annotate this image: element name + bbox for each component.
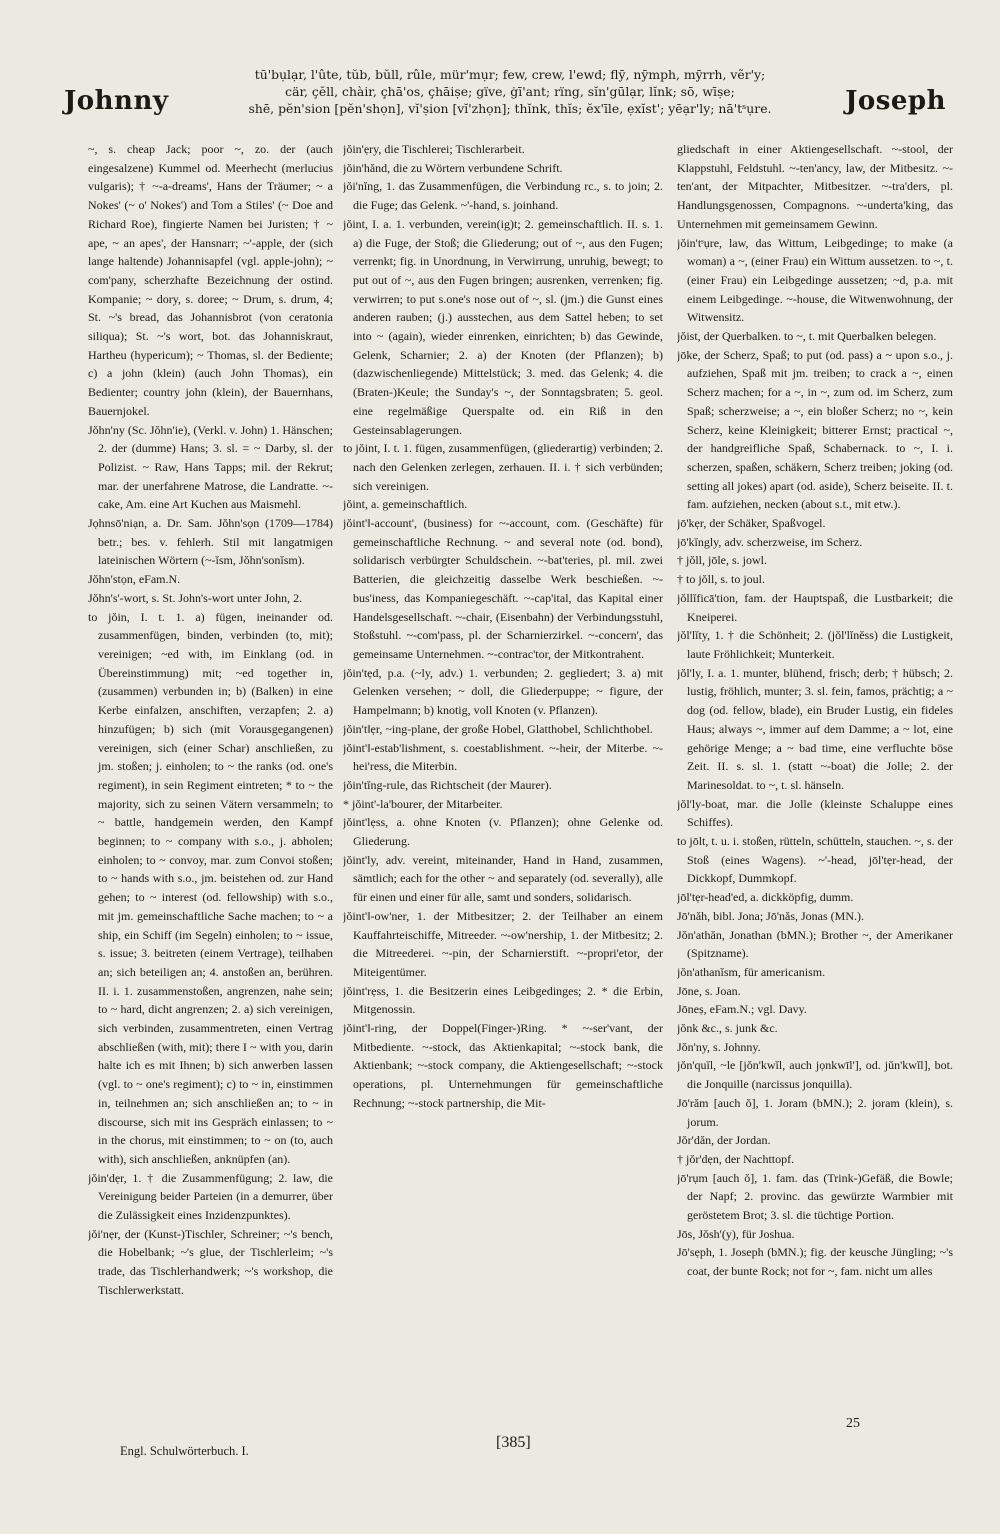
dictionary-entry: Jŏn'athăn, Jonathan (bMN.); Brother ~, der Amerikaner (Spitzname). — [677, 927, 953, 961]
dictionary-entry: jō'kẹr, der Schäker, Spaßvogel. — [677, 516, 826, 531]
dictionary-entry: jŏin'tẹd, p.a. (~ly, adv.) 1. verbunden; 2. gegliedert; 3. a) mit Gelenken versehen; ~ doll, die Gliederpuppe; ~ figure, der Hampelmann; b) knotig, voll Knoten (v. Pflanzen). — [343, 665, 663, 718]
dictionary-entry: Jŏhn's'-wort, s. St. John's-wort unter John, 2. — [88, 590, 303, 605]
book-title: Engl. Schulwörterbuch. I. — [120, 1444, 249, 1458]
right-column — [677, 140, 953, 1415]
dictionary-entry: jō'rụm [auch ŏ], 1. fam. das (Trink-)Gefäß, die Bowle; der Napf; 2. provinc. das gewürzte Warmbier mit geröstetem Brot; 3. sl. die tüchtige Portion. — [677, 1170, 953, 1223]
dictionary-entry: † to jŏll, s. to joul. — [677, 572, 766, 587]
dictionary-entry: jŏl'ly, I. a. 1. munter, blühend, frisch; derb; † hübsch; 2. lustig, fröhlich, munter; 3. sl. fein, famos, prächtig; a ~ dog (od. fellow, blade), ein Bruder Lustig, ein fideles Haus; always ~, immer auf dem Damme; a ~ lot, eine gehörige Menge; a ~ bad time, eine verfluchte böse Zeit. II. s. sl. 1. (statt ~-boat) die Jolle; 2. der Marinesoldat. to ~, t. sl. hänseln. — [677, 665, 953, 792]
dictionary-entry: † jŏr'dẹn, der Nachttopf. — [677, 1151, 795, 1166]
dictionary-entry: jŏn'quĭl, ~le [jŏn'kwĭl, auch jọnkwīl'], od. jŭn'kwĭl], bot. die Jonquille (narcissus jonquilla). — [677, 1058, 953, 1092]
dictionary-entry: jŏint'ly, adv. vereint, miteinander, Hand in Hand, zusammen, sämtlich; each for the other ~ and separately (od. severally), alle für einen und einer für alle, samt und sonders, solidarisch. — [343, 852, 663, 905]
dictionary-entry: jŏint'‖-ow'ner, 1. der Mitbesitzer; 2. der Teilhaber an einem Kauffahrteischiffe, Mitreeder. ~-ow'nership, 1. der Mitbesitz; 2. die Mitreederei. ~-pin, der Scharnierstift. ~-propri'etor, der Miteigentümer. — [343, 908, 663, 979]
dictionary-entry: jŏin'ẹry, die Tischlerei; Tischlerarbeit. — [343, 142, 525, 156]
pronunciation-key-line: shē, pĕn'sion [pĕn'shọn], vĭ'ṣion [vĭ'zhọn]; thĭnk, thĭs; ĕx'īle, ẹxĭst'; yēạr'ly; nā'tˢụre. — [248, 101, 772, 116]
middle-column — [343, 140, 663, 1415]
dictionary-entry: Jōneṣ, eFam.N.; vgl. Davy. — [677, 1002, 807, 1017]
dictionary-entry: jŏi'nẹr, der (Kunst-)Tischler, Schreiner; ~'s bench, die Hobelbank; ~'s glue, der Tischlerleim; ~'s trade, das Tischlerhandwerk; ~'s workshop, die Tischlerwerkstatt. — [88, 1226, 333, 1297]
dictionary-entry: jŏint, a. gemeinschaftlich. — [343, 497, 468, 512]
dictionary-entry: Jŏr'dăn, der Jordan. — [677, 1133, 771, 1148]
pronunciation-key-line: tū'bụlạr, l'ûte, tŭb, bŭll, rûle, mür'mụr; few, crew, l'ewd; flȳ, nȳmph, mȳrrh, vẽr'y; — [254, 67, 766, 82]
left-column — [88, 140, 333, 1415]
dictionary-entry: to jŏint, I. t. 1. fügen, zusammenfügen, (gliederartig) verbinden; 2. nach den Gelenken zerlegen, zerhauen. II. i. † sich verbünden; sich vereinigen. — [343, 441, 663, 493]
dictionary-entry: Jōs, Jŏsh'(y), für Joshua. — [677, 1226, 795, 1241]
dictionary-entry: to jŏin, I. t. 1. a) fügen, ineinander od. zusammenfügen, binden, verbinden (to, mit); vereinigen; ~ed with, im Einklang (od. in Übereinstimmung) mit; ~ed together in, (zusammen) verbunden in; b) (Balken) in eine Kerbe einfalzen, anschiften, verzapfen; 2. a) hinzufügen; b) sich (mit Vorausgegangenen) vereinigen, sich (einer Schar) anschließen, zu jm. stoßen; j. einholen; to ~ the ranks (od. one's regiment), in sein Regiment eintreten; * to ~ the majority, sich zu seinen Vätern versammeln; to ~ battle, handgemein werden, den Kampf beginnen; to ~ company with s.o., j. abholen; einholen; to ~ convoy, mar. zum Convoi stoßen; to ~ hands with s.o., jm. beistehen od. zur Hand gehen; to ~ interest (od. fellowship) with s.o., mit jm. gemeinschaftliche Sache machen; to ~ a ship, ein Schiff (im Segeln) einholen; to ~ issue, s. issue; 3. beitreten (einem Vertrage), teilhaben an; sich beteiligen an; 4. anstoßen an, berühren. II. i. 1. zusammenstoßen, angrenzen, nahe sein; to ~ hard, dicht angrenzen; 2. a) sich vereinigen, sich verbinden, zusammentreten, einen Vertrag abschließen (with, mit); there I ~ with you, darin halte ich es mit Ihnen; b) sich anwerben lassen (vgl. to ~ one's regiment); c) to ~ in, einstimmen in, teilnehmen an; sich anschließen an; to ~ in discourse, sich mit ins Gespräch einlassen; to ~ in the chorus, mit einstimmen; to ~ on (to, auch with), sich anschließen, anknüpfen (an). — [88, 609, 333, 1166]
dictionary-entry: jŏint'rẹss, 1. die Besitzerin eines Leibgedinges; 2. * die Erbin, Mitgenossin. — [343, 983, 663, 1017]
dictionary-entry: Jŏn'ny, s. Johnny. — [677, 1039, 761, 1054]
dictionary-entry: jŏint'‖-ring, der Doppel(Finger-)Ring. * ~-ser'vant, der Mitbediente. ~-stock, das Aktienkapital; ~-stock bank, die Aktienbank; ~-stock company, die Aktiengesellschaft; ~-stock operations, pl. Unternehmungen für gemeinschaftliche Rechnung; ~-stock partnership, die Mit- — [343, 1021, 663, 1110]
dictionary-entry: jŏn'athanĭsm, für americanism. — [677, 964, 826, 979]
dictionary-entry: ~, s. cheap Jack; poor ~, zo. der (auch eingesalzene) Kummel od. Meerhecht (merlucius vulgaris); † ~-a-dreams', Hans der Träumer; ~ a Nokes' (~ o' Nokes') and Tom a Stiles' (~ Doe and Richard Roe), fingierte Namen bei Juristen; † ~ ape, ~ an apes', der Hansnarr; ~'-apple, der (sich lange haltende) Johannisapfel (vgl. apple-john); ~ com'pany, scherzhafte Bezeichnung der ostind. Kompanie; ~ dory, s. doree; ~ Drum, s. drum, 4; St. ~'s bread, das Johannisbrot (von ceratonia siliqua); St. ~'s wort, bot. das Johanniskraut, Hartheu (hypericum); ~ Thomas, sl. der Bediente; c) a john (klein) (auch John Thomas), ein Bedienter; country john (klein), der Bauernhans, Bauernjokel. — [88, 142, 333, 418]
dictionary-entry: jŏint'‖-estab'lishment, s. coestablishment. ~-heir, der Miterbe. ~-hei'ress, die Miterbin. — [343, 740, 663, 774]
dictionary-entry: Jō'răm [auch ŏ], 1. Joram (bMN.); 2. joram (klein), s. jorum. — [677, 1095, 953, 1129]
dictionary-entry: jŏl'lĭty, 1. † die Schönheit; 2. (jŏl'lĭnĕss) die Lustigkeit, laute Fröhlichkeit; Munterkeit. — [677, 628, 953, 661]
dictionary-entry: to jōlt, t. u. i. stoßen, rütteln, schütteln, stauchen. ~, s. der Stoß (eines Wagens). ~'-head, jōl'tẹr-head, der Dickkopf, Dummkopf. — [677, 834, 953, 886]
dictionary-entry: Jō'sẹph, 1. Joseph (bMN.); fig. der keusche Jüngling; ~'s coat, der bunte Rock; not for ~, fam. nicht um alles — [677, 1245, 953, 1279]
dictionary-entry: jŏint, I. a. 1. verbunden, verein(ig)t; 2. gemeinschaftlich. II. s. 1. a) die Fuge, der Stoß; die Gliederung; out of ~, aus den Fugen; verrenkt; fig. in Unordnung, in Verwirrung, unruhig, bewegt; to put out of ~, aus den Fugen bringen; ausrenken, verrenken; fig. verwirren; to put s.one's nose out of ~, sl. (jm.) die Gunst eines anderen rauben; (j.) ausstechen, aus dem Sattel heben; to set into ~ (again), wieder einrenken, einrichten; b) das Gewinde, Gelenk, Scharnier; 2. a) der Knoten (der Pflanzen); b) (dazwischenliegende) Mittelstück; 3. med. das Gelenk; 4. die (Braten-)Keule; the Sunday's ~, der Sonntagsbraten; 5. geol. eine regelmäßige Querspalte od. ein Riß in den Gesteinsablagerungen. — [343, 216, 663, 437]
pronunciation-key-line: cär, çĕll, chàir, çhā'os, çhāiṣe; gïve, ġī'ant; rïng, sĭn'gūlạr, lĭnk; sō, wīṣe; — [285, 84, 735, 99]
dictionary-entry: jŏnk &c., s. junk &c. — [677, 1021, 778, 1036]
dictionary-entry: jō'kĭngly, adv. scherzweise, im Scherz. — [677, 534, 863, 549]
dictionary-entry: gliedschaft in einer Aktiengesellschaft. ~-stool, der Klappstuhl, Feldstuhl. ~-ten'ancy, law, der Mitbesitz. ~-ten'ant, der Mitpachter, Mitbesitzer. ~-tra'ders, pl. Handlungsgenossen, Compagnons. ~-underta'king, das Unternehmen mit gemeinsamem Gewinn. — [677, 142, 953, 231]
dictionary-entry: Jŏhn'ny (Sc. Jŏhn'ie), (Verkl. v. John) 1. Hänschen; 2. der (dumme) Hans; 3. sl. = ~ Darby, sl. der Polizist. ~ Raw, Hans Tapps; mil. der Rekrut; mar. der unerfahrene Matrose, die Landratte. ~-cake, Am. eine Art Kuchen aus Maismehl. — [88, 422, 333, 512]
dictionary-entry: jŏllĭficā'tion, fam. der Hauptspaß, die Lustbarkeit; die Kneiperei. — [677, 590, 953, 624]
page-number: [385] — [496, 1434, 531, 1451]
dictionary-entry: † jŏll, jōle, s. jowl. — [677, 553, 767, 568]
dictionary-entry: jŏint'lẹss, a. ohne Knoten (v. Pflanzen); ohne Gelenke od. Gliederung. — [343, 815, 663, 849]
dictionary-entry: * jŏint'-la'bourer, der Mitarbeiter. — [343, 796, 503, 811]
dictionary-entry: Jọhnsō'niạn, a. Dr. Sam. Jŏhn'sọn (1709—1784) betr.; bes. v. fehlerh. Stil mit langatmigen lateinischen Wörtern (~-ĭsm, Jŏhn'sonĭsm). — [88, 516, 333, 568]
left-running-headword: Johnny — [64, 86, 169, 116]
dictionary-entry: Jō'năh, bibl. Jona; Jō'năs, Jonas (MN.). — [677, 908, 864, 923]
dictionary-entry: jŏl'ly-boat, mar. die Jolle (kleinste Schaluppe eines Schiffes). — [677, 796, 953, 830]
signature-mark: 25 — [846, 1416, 860, 1431]
dictionary-entry: jōl'tẹr-head'ed, a. dickköpfig, dumm. — [677, 890, 854, 905]
dictionary-entry: Jōne, s. Joan. — [677, 983, 741, 998]
dictionary-entry: Jŏhn'stọn, eFam.N. — [88, 572, 181, 587]
dictionary-entry: jŏint'‖-account', (business) for ~-account, com. (Geschäfte) für gemeinschaftliche Rechnung. ~ and several note (od. bond), solidarisch verbürgter Schuldschein. ~-bat'teries, pl. mil. zwei Batterien, die gleichzeitig dasselbe Werk beschießen. ~-bus'iness, das Kompaniegeschäft. ~-cap'ital, das Kapital einer Handelsgesellschaft. ~-chair, (Eisenbahn) der Verbindungsstuhl, Stoßstuhl. ~-com'pass, pl. der Scharnierzirkel. ~-concern', das gemeinsame Unternehmen. ~-contrac'tor, der Mitkontrahent. — [343, 516, 663, 661]
dictionary-entry: jŏin'dẹr, 1. † die Zusammenfügung; 2. law, die Vereinigung beider Parteien (in a demurrer, über die Zulässigkeit eines Inzidenzpunktes). — [88, 1170, 333, 1223]
dictionary-entry: jŏin't‖ẹr, ~ing-plane, der große Hobel, Glatthobel, Schlichthobel. — [343, 721, 653, 736]
dictionary-entry: jŏin'tĭng-rule, das Richtscheit (der Maurer). — [343, 777, 552, 792]
dictionary-entry: jŏin'hănd, die zu Wörtern verbundene Schrift. — [343, 160, 563, 175]
right-running-headword: Joseph — [845, 86, 946, 116]
dictionary-entry: jŏin'tˢụre, law, das Wittum, Leibgedinge; to make (a woman) a ~, (einer Frau) ein Wittum aussetzen. to ~, t. (einer Frau) ein Leibgedinge aussetzen; ~d, p.a. mit einem Leibgedinge. ~-house, die Witwenwohnung, der Witwensitz. — [677, 235, 953, 325]
dictionary-entry: jŏist, der Querbalken. to ~, t. mit Querbalken belegen. — [677, 329, 937, 344]
pronunciation-key — [220, 66, 800, 117]
dictionary-entry: jŏi'nĭng, 1. das Zusammenfügen, die Verbindung rc., s. to join; 2. die Fuge; das Gelenk. ~'-hand, s. joinhand. — [343, 179, 663, 213]
dictionary-entry: jōke, der Scherz, Spaß; to put (od. pass) a ~ upon s.o., j. aufziehen, Spaß mit jm. treiben; to crack a ~, einen Scherz machen; for a ~, in ~, zum od. im Scherz, zum Spaß; scherzweise; a ~, ein bloßer Scherz; no ~, kein Scherz, keine Kleinigkeit; bitterer Ernst; practical ~, der handgreifliche Spaß, Schabernack. to ~, I. i. scherzen, spaßen, schäkern, Scherz treiben; joking (od. setting all jokes) apart (od. aside), Scherz beiseite. II. t. fam. aufziehen, necken (about s.t., mit etw.). — [677, 347, 953, 512]
